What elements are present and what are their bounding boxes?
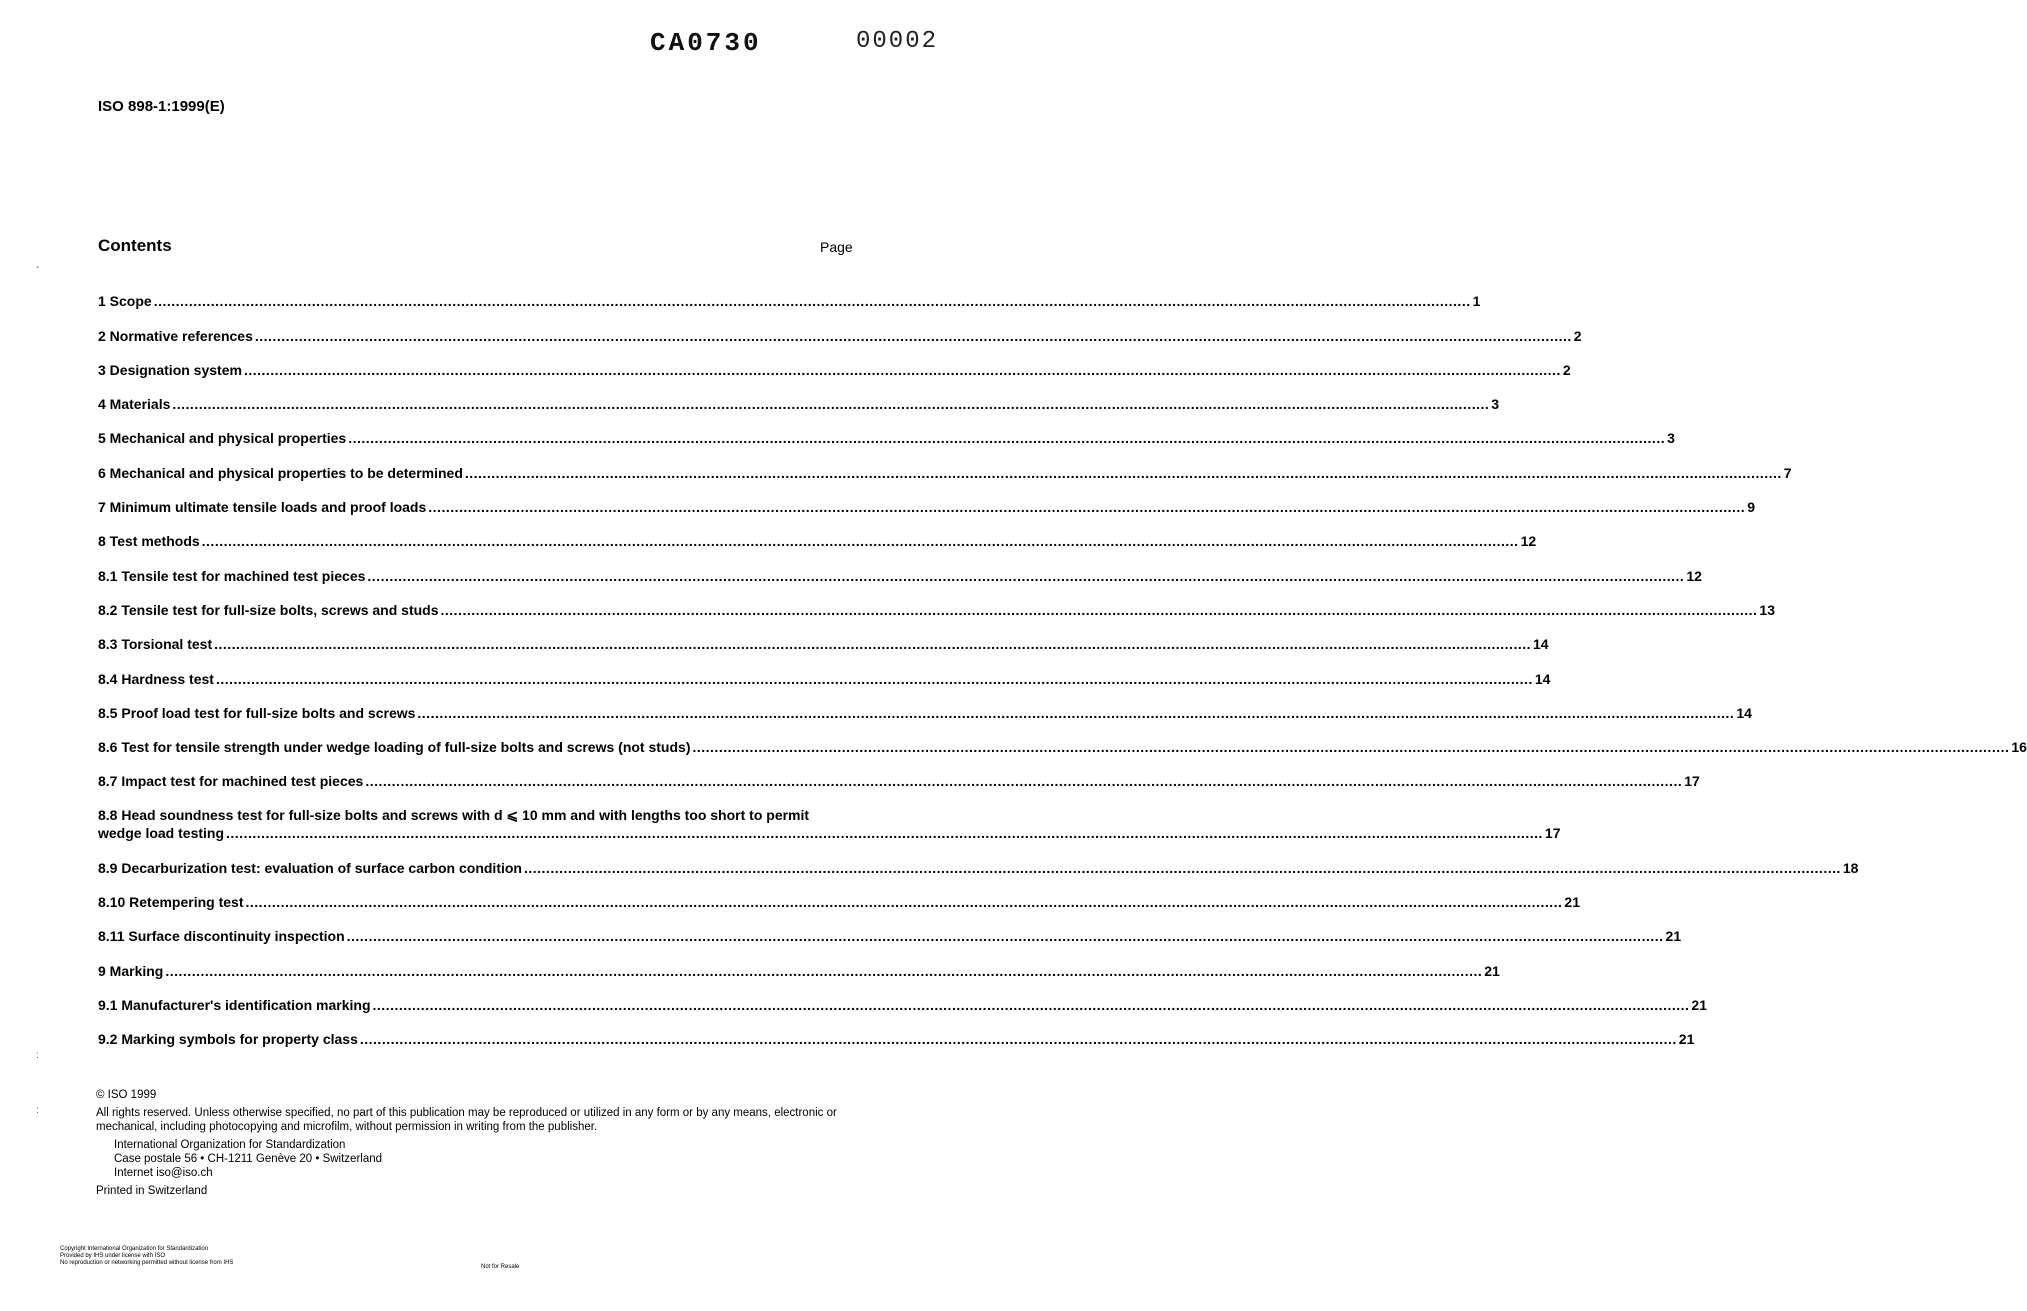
toc-entry-title: 8.2 Tensile test for full-size bolts, screws and studs xyxy=(98,601,439,618)
toc-entry-title: 5 Mechanical and physical properties xyxy=(98,430,347,447)
toc-dot-leader xyxy=(348,429,1665,447)
toc-entry[interactable] xyxy=(98,379,1500,413)
toc-entry-page: 13 xyxy=(1759,601,1775,618)
license-line: No reproduction or networking permitted without license from IHS xyxy=(60,1260,234,1266)
toc-entry-wrap xyxy=(98,806,1561,842)
toc-entry-title-continued: wedge load testing xyxy=(98,825,225,842)
toc-entry[interactable] xyxy=(98,550,1702,584)
scan-mark: : xyxy=(36,1105,39,1116)
toc-entry-line2 xyxy=(98,824,1561,842)
toc-dot-leader xyxy=(165,962,1482,980)
toc-entry-page: 12 xyxy=(1686,567,1702,584)
toc-entry[interactable] xyxy=(98,516,1537,550)
toc-entry-title: 1 Scope xyxy=(98,293,152,310)
toc-dot-leader xyxy=(255,327,1572,345)
toc-entry[interactable] xyxy=(98,413,1675,447)
toc-entry-page: 2 xyxy=(1573,327,1582,344)
document-id: ISO 898-1:1999(E) xyxy=(98,98,225,115)
toc-entry-title: 8.6 Test for tensile strength under wedge loading of full-size bolts and screws (not studs) xyxy=(98,739,691,756)
toc-entry-page: 9 xyxy=(1747,499,1755,516)
toc-entry-page: 3 xyxy=(1667,430,1675,447)
toc-entry[interactable] xyxy=(98,877,1580,911)
toc-entry[interactable] xyxy=(98,447,1792,481)
toc-entry-page: 21 xyxy=(1665,928,1682,945)
toc-entry-page: 21 xyxy=(1678,1031,1695,1048)
toc-entry-page: 21 xyxy=(1564,894,1580,911)
toc-entry-page: 3 xyxy=(1491,396,1500,413)
printed-in: Printed in Switzerland xyxy=(96,1185,208,1197)
toc-entry-page: 17 xyxy=(1544,825,1561,842)
toc-entry-page: 16 xyxy=(2011,739,2027,756)
toc-entry-title: 8.3 Torsional test xyxy=(98,636,213,653)
toc-entry-page: 2 xyxy=(1562,361,1571,378)
toc-entry[interactable] xyxy=(98,276,1481,310)
toc-entry-title: 9.1 Manufacturer's identification marking xyxy=(98,996,371,1013)
toc-dot-leader xyxy=(172,395,1489,413)
page-column-label: Page xyxy=(820,239,853,255)
toc-entry[interactable] xyxy=(98,1014,1695,1048)
toc-dot-leader xyxy=(154,292,1471,310)
toc-dot-leader xyxy=(367,567,1684,585)
toc-entry[interactable] xyxy=(98,482,1755,516)
toc-dot-leader xyxy=(202,532,1519,550)
toc-entry-title: 8.7 Impact test for machined test pieces xyxy=(98,773,364,790)
toc-entry-page: 21 xyxy=(1484,962,1500,979)
organization-internet: Internet iso@iso.ch xyxy=(114,1167,213,1179)
toc-entry-page: 17 xyxy=(1684,773,1700,790)
toc-dot-leader xyxy=(692,738,2009,756)
toc-entry[interactable] xyxy=(98,911,1682,945)
toc-entry-title: 8.4 Hardness test xyxy=(98,670,214,687)
toc-entry[interactable] xyxy=(98,945,1500,979)
toc-entry-title: 8 Test methods xyxy=(98,533,200,550)
toc-entry[interactable] xyxy=(98,842,1859,876)
scan-mark: : xyxy=(36,1050,39,1061)
toc-dot-leader xyxy=(428,498,1745,516)
toc-dot-leader xyxy=(226,824,1543,842)
toc-entry-page: 14 xyxy=(1533,636,1549,653)
toc-entry[interactable] xyxy=(98,980,1707,1014)
toc-entry-title: 8.5 Proof load test for full-size bolts and screws xyxy=(98,704,416,721)
copyright-notice: © ISO 1999 xyxy=(96,1089,157,1101)
toc-entry[interactable] xyxy=(98,310,1582,344)
toc-entry-title: 9.2 Marking symbols for property class xyxy=(98,1031,358,1048)
toc-entry-title: 8.9 Decarburization test: evaluation of surface carbon condition xyxy=(98,859,522,876)
scan-mark: - xyxy=(36,262,40,273)
toc-dot-leader xyxy=(465,464,1782,482)
toc-entry-title: 9 Marking xyxy=(98,962,164,979)
toc-entry-page: 12 xyxy=(1520,533,1537,550)
toc-entry[interactable] xyxy=(98,619,1549,653)
table-of-contents xyxy=(98,276,2027,1048)
toc-entry-title: 4 Materials xyxy=(98,396,171,413)
toc-entry-title: 3 Designation system xyxy=(98,361,242,378)
license-line: Copyright International Organization for Standardization xyxy=(60,1246,209,1252)
toc-entry-title: 8.8 Head soundness test for full-size bolts and screws with d ⩽ 10 mm and with lengths too short to permit xyxy=(98,807,810,824)
toc-dot-leader xyxy=(524,859,1841,877)
toc-dot-leader xyxy=(214,635,1531,653)
toc-entry-page: 7 xyxy=(1783,464,1792,481)
document-stamp-code: CA0730 xyxy=(650,28,762,58)
toc-entry-title: 8.1 Tensile test for machined test pieces xyxy=(98,567,366,584)
toc-entry-page: 1 xyxy=(1472,293,1481,310)
toc-dot-leader xyxy=(365,772,1682,790)
toc-dot-leader xyxy=(360,1030,1677,1048)
organization-address: Case postale 56 • CH-1211 Genève 20 • Switzerland xyxy=(114,1153,383,1165)
toc-entry[interactable] xyxy=(98,585,1775,619)
toc-dot-leader xyxy=(441,601,1758,619)
toc-entry-title: 8.11 Surface discontinuity inspection xyxy=(98,928,345,945)
toc-entry[interactable] xyxy=(98,688,1752,722)
contents-title: Contents xyxy=(98,236,172,255)
publication-footer xyxy=(96,1088,861,1198)
toc-entry-title: 2 Normative references xyxy=(98,327,253,344)
toc-entry[interactable] xyxy=(98,345,1571,379)
toc-entry-page: 21 xyxy=(1691,996,1707,1013)
toc-entry[interactable] xyxy=(98,790,1561,842)
toc-entry[interactable] xyxy=(98,756,1700,790)
toc-entry-page: 14 xyxy=(1534,670,1551,687)
rights-statement: All rights reserved. Unless otherwise specified, no part of this publication may be reproduced or utilized in any form or by any means, electronic or mechanical, including photocopying and microfilm, without permission in writing from the publisher. xyxy=(96,1107,837,1133)
toc-dot-leader xyxy=(216,670,1533,688)
document-stamp-number: 00002 xyxy=(856,28,939,55)
toc-entry[interactable] xyxy=(98,653,1551,687)
toc-entry[interactable] xyxy=(98,722,2027,756)
toc-dot-leader xyxy=(246,893,1563,911)
license-line: Provided by IHS under license with ISO xyxy=(60,1253,166,1259)
toc-dot-leader xyxy=(417,704,1734,722)
not-for-resale-label: Not for Resale xyxy=(481,1264,520,1270)
toc-entry-title: 7 Minimum ultimate tensile loads and proof loads xyxy=(98,499,427,516)
toc-entry-title: 8.10 Retempering test xyxy=(98,894,244,911)
license-notice xyxy=(60,1246,233,1267)
toc-entry-page: 14 xyxy=(1736,704,1752,721)
toc-entry-title: 6 Mechanical and physical properties to be determined xyxy=(98,464,463,481)
toc-entry-page: 18 xyxy=(1842,859,1859,876)
toc-dot-leader xyxy=(244,361,1561,379)
toc-dot-leader xyxy=(373,996,1690,1014)
organization-name: International Organization for Standardization xyxy=(114,1139,346,1151)
toc-dot-leader xyxy=(347,927,1664,945)
